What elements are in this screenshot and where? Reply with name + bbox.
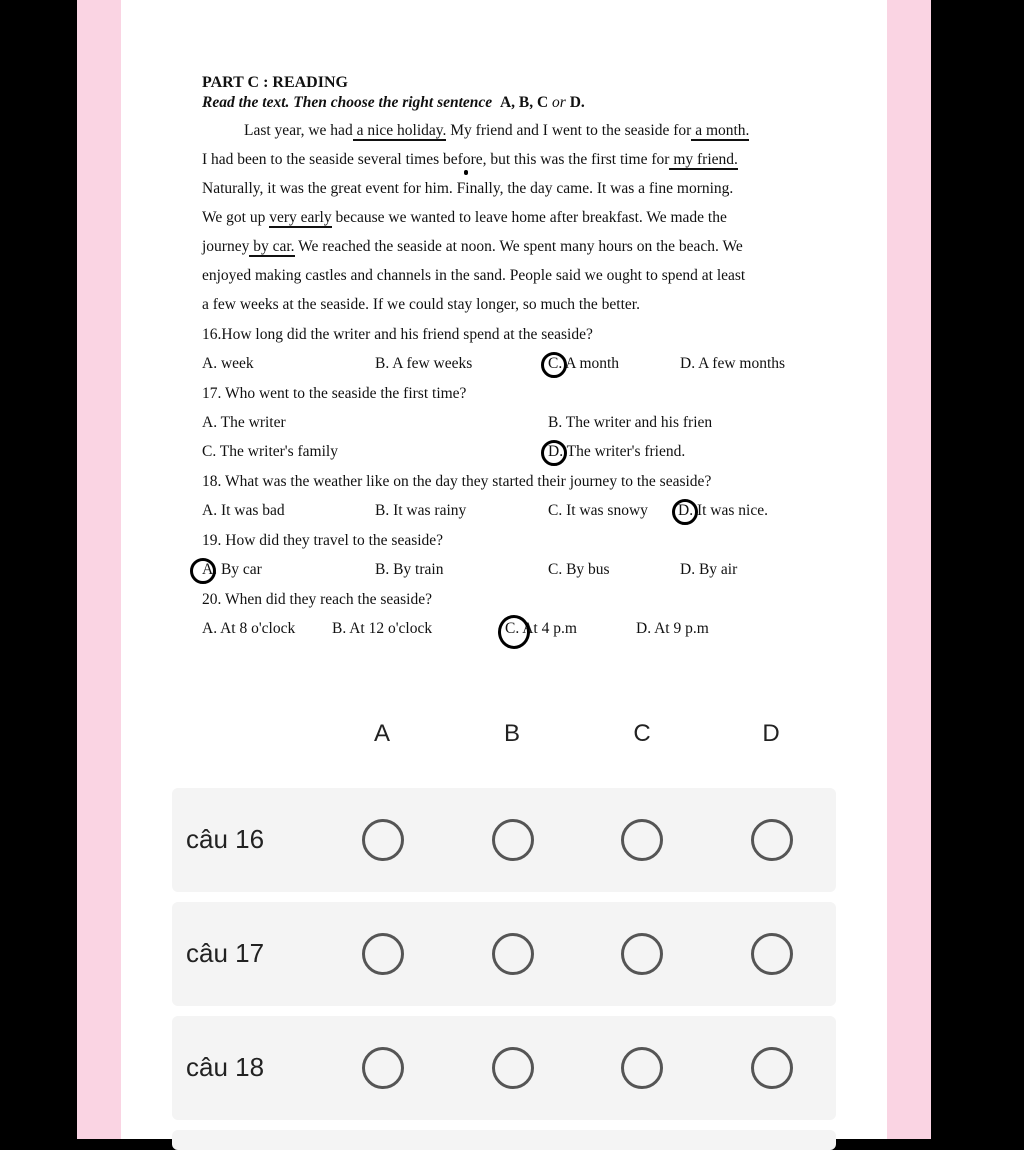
- passage-line: Naturally, it was the great event for him. Finally, the day came. It was a fine morning.: [202, 180, 734, 197]
- radio-d[interactable]: [751, 819, 793, 861]
- q19-option-d: D. By air: [680, 561, 738, 578]
- column-header-b: B: [503, 720, 520, 747]
- ink-dot: [464, 170, 468, 175]
- answer-row-16: [172, 788, 836, 892]
- radio-a[interactable]: [362, 819, 404, 861]
- q20-option-b: B. At 12 o'clock: [332, 620, 433, 637]
- q16-option-a: A. week: [202, 355, 254, 372]
- radio-b[interactable]: [492, 933, 534, 975]
- q18-option-a: A. It was bad: [202, 502, 285, 519]
- row-label: câu 18: [186, 1052, 265, 1082]
- row-label: câu 16: [186, 824, 265, 854]
- answer-circle-mark: [190, 558, 216, 584]
- row-label: câu 17: [186, 938, 265, 968]
- passage-line: Last year, we had a nice holiday. My friend and I went to the seaside for a month.: [244, 122, 750, 139]
- radio-a[interactable]: [362, 933, 404, 975]
- column-header-d: D: [762, 720, 780, 747]
- left-pink-margin: [77, 0, 121, 1139]
- q20-option-d: D. At 9 p.m: [636, 620, 709, 637]
- q17-option-d: D. The writer's friend.: [548, 443, 686, 460]
- column-header-a: A: [373, 720, 390, 747]
- q17-option-c: C. The writer's family: [202, 443, 338, 460]
- answer-row-next-partial: [172, 1130, 836, 1150]
- answer-row-18: [172, 1016, 836, 1120]
- column-header-c: C: [633, 720, 651, 747]
- q19-option-c: C. By bus: [548, 561, 610, 578]
- question-17: 17. Who went to the seaside the first time?: [202, 385, 467, 402]
- answer-circle-mark: [498, 615, 530, 649]
- q19-option-b: B. By train: [375, 561, 444, 578]
- passage-line: enjoyed making castles and channels in the sand. People said we ought to spend at least: [202, 267, 746, 284]
- passage-line: We got up very early because we wanted to leave home after breakfast. We made the: [202, 209, 727, 226]
- answer-circle-mark: [672, 499, 698, 525]
- question-20: 20. When did they reach the seaside?: [202, 591, 432, 608]
- answer-circle-mark: [541, 440, 567, 466]
- q20-option-c: C. At 4 p.m: [505, 620, 577, 637]
- question-16: 16.How long did the writer and his friend spend at the seaside?: [202, 326, 593, 343]
- radio-d[interactable]: [751, 933, 793, 975]
- passage-line: a few weeks at the seaside. If we could stay longer, so much the better.: [202, 296, 640, 313]
- radio-d[interactable]: [751, 1047, 793, 1089]
- q19-option-a: A. By car: [202, 561, 262, 578]
- radio-c[interactable]: [621, 933, 663, 975]
- part-title: PART C : READING: [202, 74, 348, 91]
- q16-option-d: D. A few months: [680, 355, 786, 372]
- q17-option-b: B. The writer and his frien: [548, 414, 713, 431]
- q18-option-b: B. It was rainy: [375, 502, 467, 519]
- passage-line: journey by car. We reached the seaside at noon. We spent many hours on the beach. We: [202, 238, 743, 255]
- q16-option-b: B. A few weeks: [375, 355, 473, 372]
- q18-option-c: C. It was snowy: [548, 502, 648, 519]
- passage-line: I had been to the seaside several times before, but this was the first time for my friend.: [202, 151, 738, 168]
- answer-circle-mark: [541, 352, 567, 378]
- answer-row-17: [172, 902, 836, 1006]
- radio-a[interactable]: [362, 1047, 404, 1089]
- q20-option-a: A. At 8 o'clock: [202, 620, 296, 637]
- radio-c[interactable]: [621, 819, 663, 861]
- q18-option-d: D. It was nice.: [678, 502, 768, 519]
- q17-option-a: A. The writer: [202, 414, 286, 431]
- question-18: 18. What was the weather like on the day they started their journey to the seaside?: [202, 473, 712, 490]
- q16-option-c: C. A month: [548, 355, 620, 372]
- instruction: Read the text. Then choose the right sentence A, B, C or D.: [202, 94, 585, 111]
- radio-b[interactable]: [492, 819, 534, 861]
- right-pink-margin: [887, 0, 931, 1139]
- question-19: 19. How did they travel to the seaside?: [202, 532, 444, 549]
- radio-c[interactable]: [621, 1047, 663, 1089]
- radio-b[interactable]: [492, 1047, 534, 1089]
